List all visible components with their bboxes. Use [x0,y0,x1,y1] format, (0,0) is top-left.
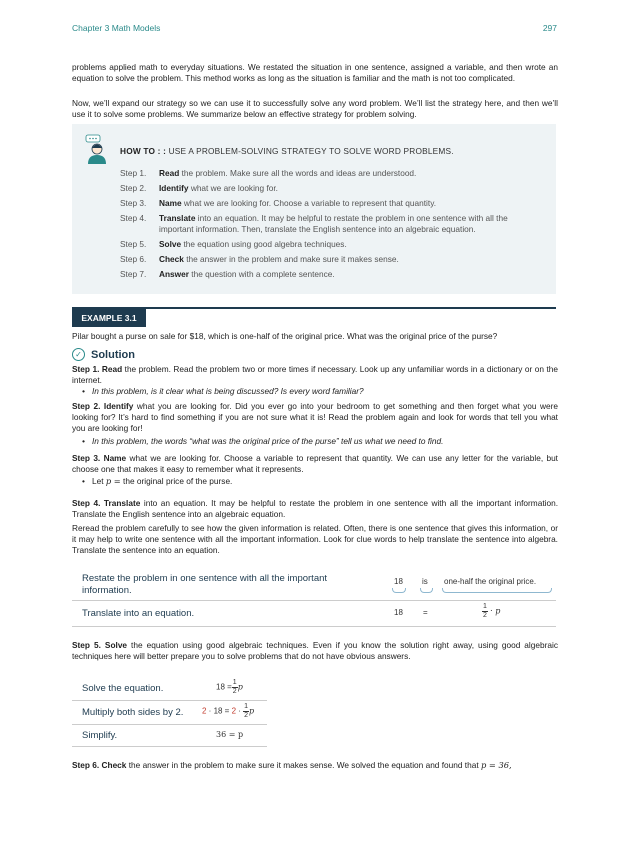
step-keyword: Name [159,198,182,208]
solution-step-6 [72,760,558,771]
step-num: Step 1. [120,168,147,178]
translate-table [72,568,556,628]
step-keyword: Identify [159,183,189,193]
solution-step-5 [72,640,558,662]
step-num: Step 6. [120,254,147,264]
step-body: what you are looking for. Did you ever go into your bedroom to get something and then forget what you were looking for? It’s hard to find something if you are not sure what it is! Read the problem again and look for words that tell you what you are looking for! [72,401,558,433]
intro-paragraph-2: Now, we’ll expand our strategy so we can use it to successfully solve any word problem. We’ll list the strategy here, and then we’ll use it to solve some problems. We summarize below an effective strategy for problem solving. [72,98,558,119]
example-label: EXAMPLE 3.1 [72,309,146,327]
fraction-one-half [482,603,488,620]
eq-part: · [236,706,244,716]
solution-step-2 [72,401,558,434]
intro-paragraph-1: problems applied math to everyday situations. We restated the situation in one sentence, assigned a variable, and then wrote an equation to solve the problem. This method works as long as the situation is familiar and the math is not too complicated. [72,62,558,83]
eq-var: p [249,706,255,716]
eq-var: p [237,682,243,692]
row-label: Translate into an equation. [82,608,195,619]
solve-table [72,676,267,748]
step-text: the problem. Make sure all the words and ideas are understood. [179,168,417,178]
table-row [72,568,556,601]
equation: 36 = p [216,730,244,739]
step-body: the equation using good algebraic techniques. Even if you know the solution right away, using good algebraic techniques here will better prepare you to solve problems that do not have obvious answers. [72,640,558,661]
person-icon [84,134,110,164]
example-problem: Pilar bought a purse on sale for $18, which is one-half of the original price. What was the original price of the purse? [72,331,498,341]
step-num: Step 5. [120,239,147,249]
step-text: the question with a complete sentence. [188,269,335,279]
step-lead: Step 3. Name [72,453,127,463]
step-text: the answer in the problem and make sure it makes sense. [183,254,399,264]
solution-heading-text: Solution [91,349,135,361]
eq-red-2: 2 [202,706,207,716]
step-keyword: Answer [159,269,189,279]
check-circle-icon: ✓ [72,348,85,361]
step-4-paragraph-2: Reread the problem carefully to see how the given information is related. Often, there is one sentence that gives this information, or it may help to write one sentence with all the important information. Look for clue words to help translate the sentence into algebra. Translate the sentence into an equation. [72,523,558,555]
step-body: the answer in the problem to make sure it makes sense. We solved the equation and found that [126,760,481,770]
frac-num: 1 [232,679,237,686]
step-body: into an equation. It may be helpful to restate the problem in one sentence with all the important information. Translate the English sentence into an algebraic equation. [72,498,558,519]
step-num: Step 4. [120,213,147,223]
step-keyword: Read [159,168,180,178]
step-body: the problem. Read the problem two or more times if necessary. Look up any unfamiliar words in a dictionary or on the internet. [72,364,558,385]
step-lead: Step 5. Solve [72,640,128,650]
step-text: into an equation. It may be helpful to restate the problem in one sentence with all the important information. Then, translate the English sentence into an algebraic equation. [159,213,508,234]
eq-part: 18 = [216,682,232,692]
step-num: Step 7. [120,269,147,279]
eq-term-half-price: one-half the original price. [444,577,537,586]
bullet-post: the original price of the purse. [120,476,233,486]
step-num: Step 2. [120,183,147,193]
solution-step-4 [72,498,558,520]
eq-equals: = [423,608,428,617]
table-row [72,724,267,747]
solution-heading [72,348,135,361]
brace [420,588,433,593]
step-keyword: Translate [159,213,196,223]
step-lead: Step 2. Identify [72,401,134,411]
frac-den: 2 [244,712,249,719]
brace [392,588,406,593]
row-label: Restate the problem in one sentence with all the important information. [82,573,328,596]
table-row [72,676,267,701]
frac-num: 1 [244,703,249,710]
solution-step-1 [72,364,558,386]
how-to-title [120,146,454,156]
eq-lhs: 18 [394,608,403,617]
how-to-box [72,124,556,294]
equation [202,703,254,720]
step-2-bullet: • In this problem, the words “what was the original price of the purse” tell us what we need to find. [92,436,443,447]
step-text: the equation using good algebra techniques. [181,239,347,249]
table-row [72,600,556,627]
step-keyword: Check [159,254,184,264]
eq-term-is: is [422,577,428,586]
step-num: Step 3. [120,198,147,208]
frac-den: 2 [232,688,237,695]
frac-den: 2 [483,612,487,619]
eq-term-18: 18 [394,577,403,586]
step-lead: Step 6. Check [72,760,127,770]
solution-step-3 [72,453,558,475]
how-to-title-text: USE A PROBLEM-SOLVING STRATEGY TO SOLVE WORD PROBLEMS. [168,146,454,156]
frac-num: 1 [483,603,487,610]
chapter-header: Chapter 3 Math Models [72,23,161,33]
eq-rhs [482,603,500,620]
step-lead: Step 1. Read [72,364,123,374]
eq-part: · 18 = [206,706,232,716]
how-to-prefix: HOW TO : : [120,146,167,156]
step-text: what we are looking for. Choose a variable to represent that quantity. [181,198,437,208]
step-lead: Step 4. Translate [72,498,141,508]
step-1-bullet: • In this problem, is it clear what is being discussed? Is every word familiar? [92,386,364,397]
eq-red-2: 2 [231,706,237,716]
row-label: Multiply both sides by 2. [82,707,184,718]
brace [442,588,552,593]
table-row [72,700,267,725]
inline-math: p = 36, [480,760,512,770]
eq-rhs-tail: · p [490,606,501,616]
step-body: what we are looking for. Choose a variable to represent that quantity. We can use any letter for the variable, but choose one that makes it easy to remember what it represents. [72,453,558,474]
row-label: Solve the equation. [82,683,164,694]
equation [216,679,243,696]
variable-p: p = [105,476,121,486]
step-3-bullet [92,476,232,487]
step-text: what we are looking for. [188,183,278,193]
row-label: Simplify. [82,730,118,741]
page-number: 297 [542,23,557,33]
bullet-pre: Let [92,476,106,486]
step-keyword: Solve [159,239,182,249]
